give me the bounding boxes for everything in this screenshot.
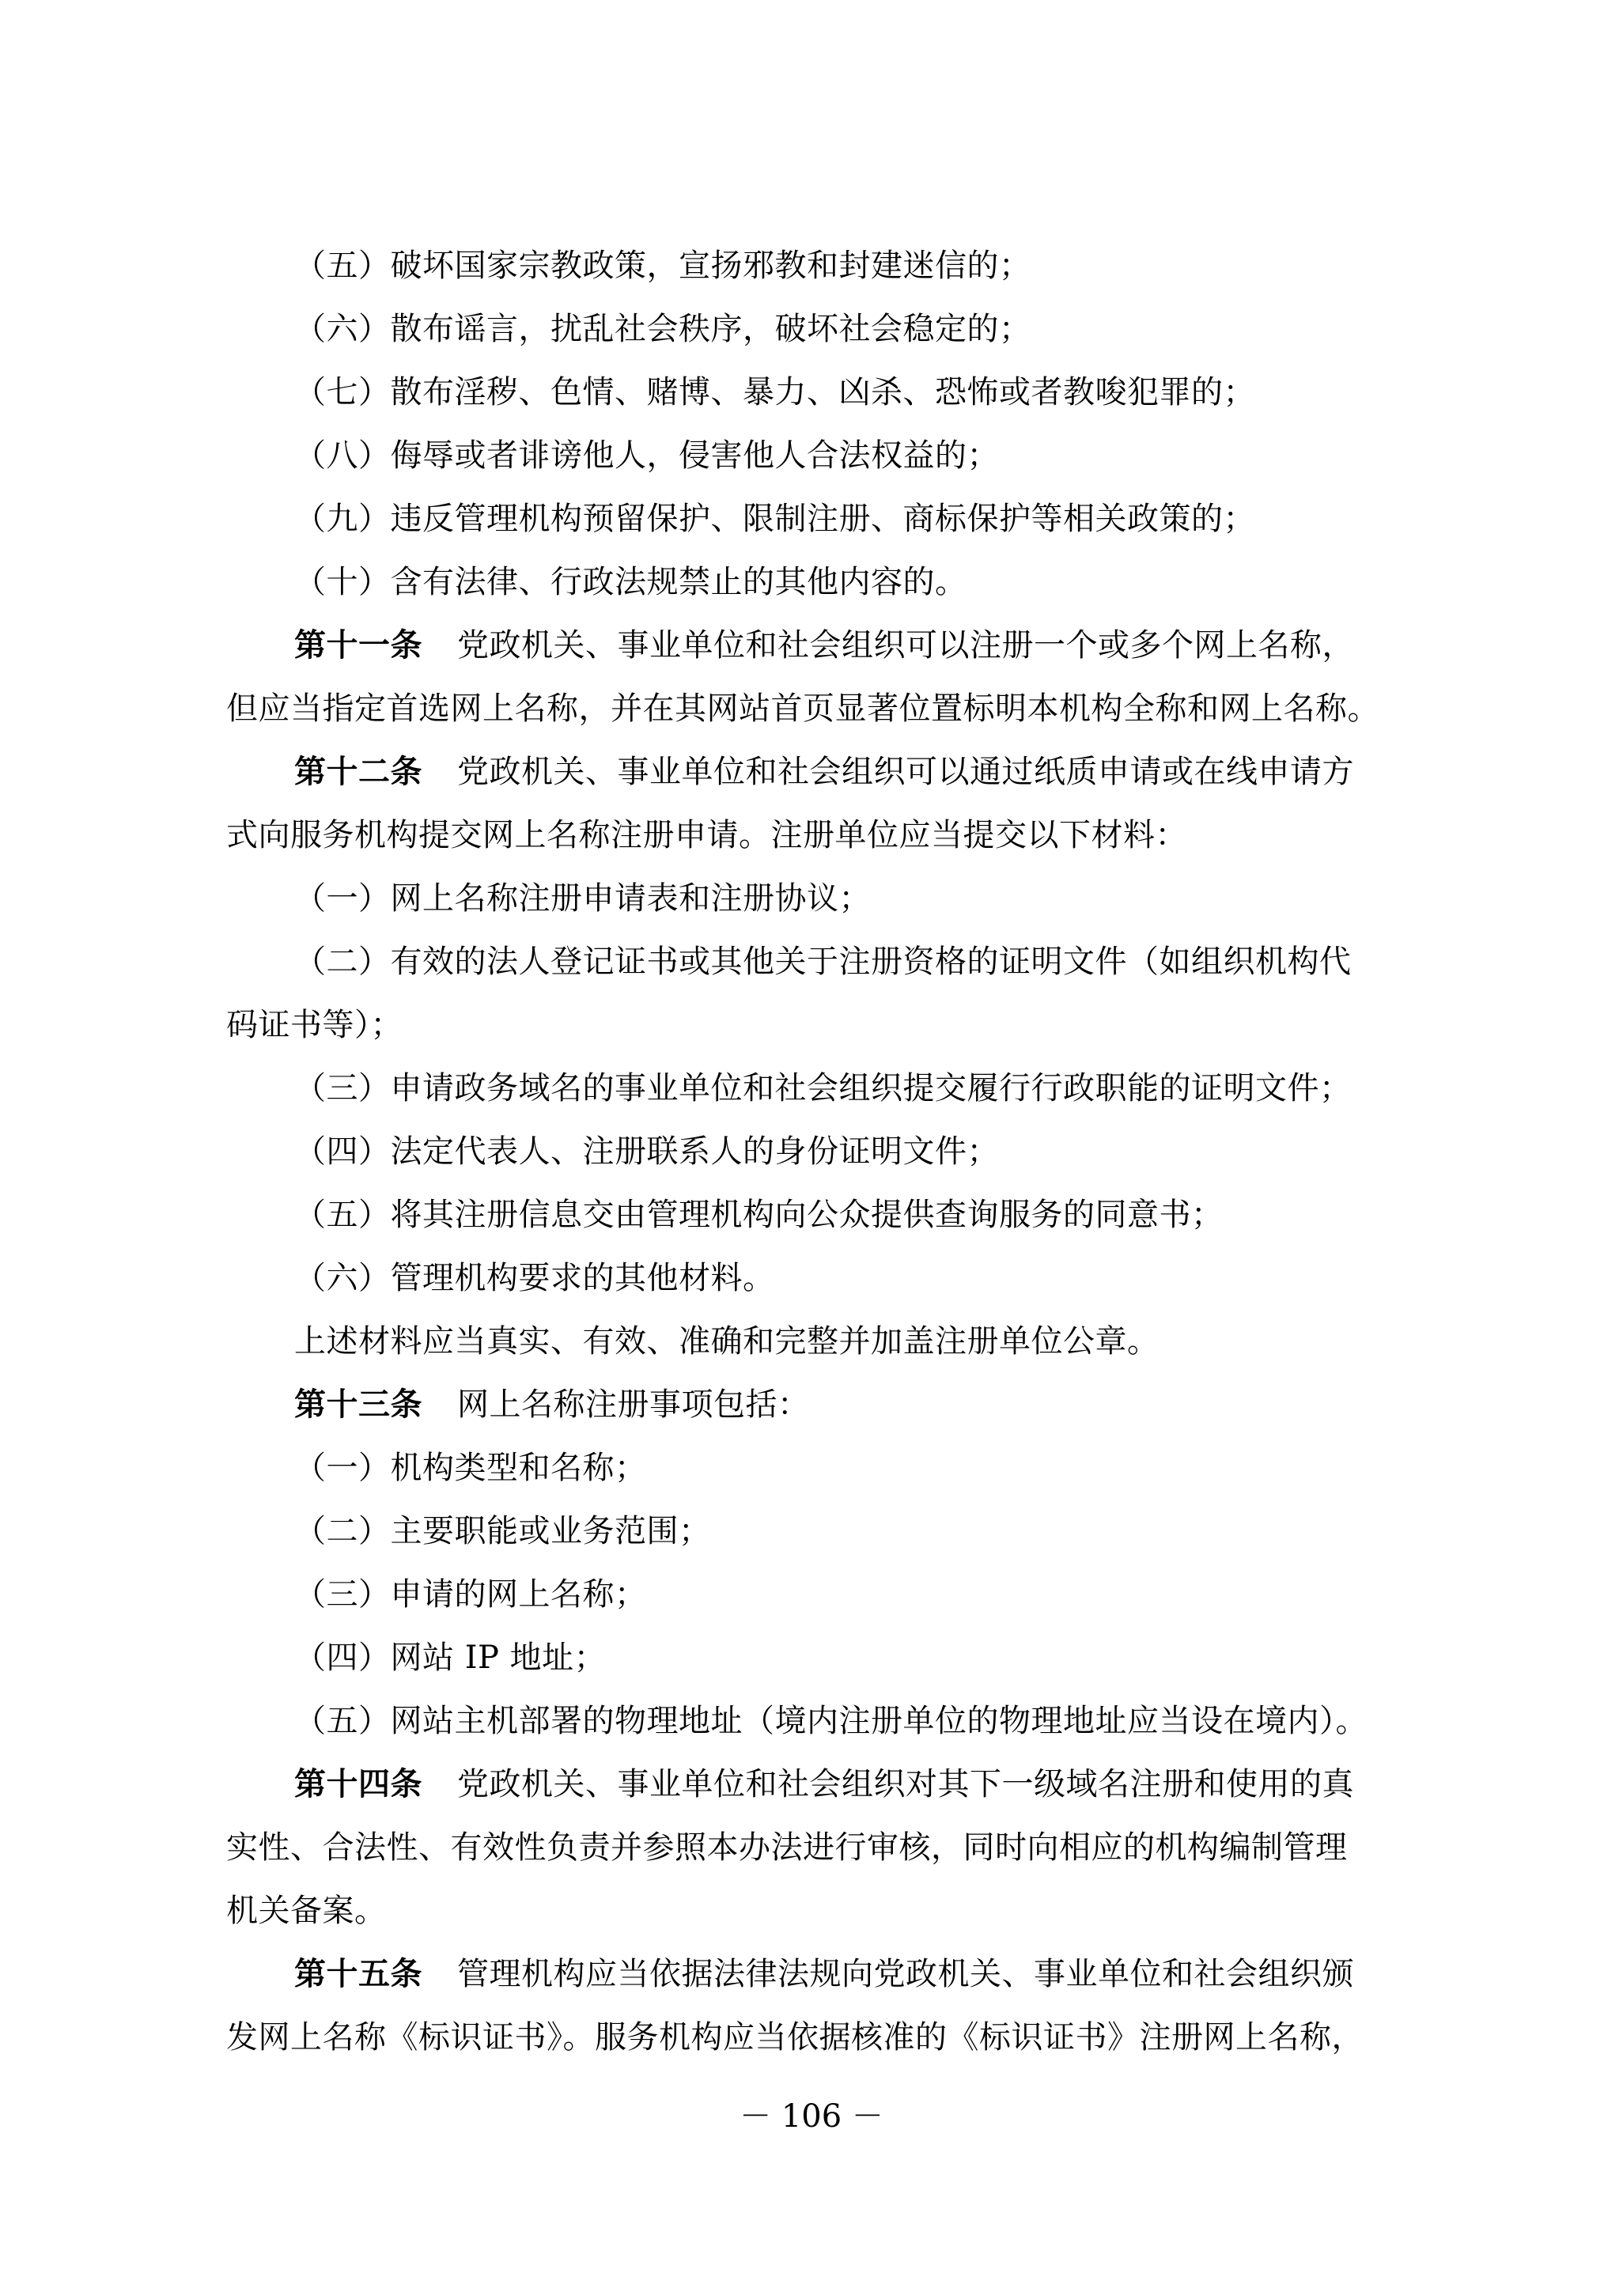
article-14 <box>226 1753 1405 1816</box>
article-title: 第十一条 <box>294 626 422 664</box>
article-text: 党政机关、事业单位和社会组织对其下一级域名注册和使用的真 <box>457 1766 1354 1802</box>
continuation-line: 实性、合法性、有效性负责并参照本办法进行审核，同时向相应的机构编制管理 <box>226 1829 1348 1866</box>
article-11 <box>226 614 1405 677</box>
list-item: （五）破坏国家宗教政策，宣扬邪教和封建迷信的； <box>294 248 1031 284</box>
continuation-line: 但应当指定首选网上名称，并在其网站首页显著位置标明本机构全称和网上名称。 <box>226 690 1379 727</box>
article-title: 第十五条 <box>294 1955 422 1992</box>
list-item: （五）网站主机部署的物理地址（境内注册单位的物理地址应当设在境内）。 <box>294 1703 1368 1739</box>
article-title: 第十二条 <box>294 753 422 790</box>
continuation-line: 机关备案。 <box>226 1893 387 1929</box>
continuation-line: 发网上名称《标识证书》。服务机构应当依据核准的《标识证书》注册网上名称， <box>226 2019 1364 2056</box>
list-item: （六）散布谣言，扰乱社会秩序，破坏社会稳定的； <box>294 311 1031 347</box>
paragraph: 上述材料应当真实、有效、准确和完整并加盖注册单位公章。 <box>294 1323 1160 1360</box>
list-item: （七）散布淫秽、色情、赌博、暴力、凶杀、恐怖或者教唆犯罪的； <box>294 374 1255 410</box>
article-15 <box>226 1942 1405 2006</box>
article-12 <box>226 740 1405 804</box>
list-item: （四）网站 IP 地址； <box>294 1640 607 1676</box>
list-item: （二）主要职能或业务范围； <box>294 1513 711 1549</box>
list-item: （一）机构类型和名称； <box>294 1450 647 1486</box>
list-item: （一）网上名称注册申请表和注册协议； <box>294 880 871 917</box>
continuation-line: 式向服务机构提交网上名称注册申请。注册单位应当提交以下材料： <box>226 817 1187 853</box>
list-item: （十）含有法律、行政法规禁止的其他内容的。 <box>294 564 967 600</box>
body-text <box>226 234 1405 2069</box>
article-title: 第十四条 <box>294 1765 422 1802</box>
list-item: （四）法定代表人、注册联系人的身份证明文件； <box>294 1133 999 1170</box>
list-item: （五）将其注册信息交由管理机构向公众提供查询服务的同意书； <box>294 1197 1224 1233</box>
article-title: 第十三条 <box>294 1386 422 1423</box>
article-text: 网上名称注册事项包括： <box>457 1386 810 1423</box>
article-text: 党政机关、事业单位和社会组织可以注册一个或多个网上名称， <box>457 627 1354 664</box>
list-item: （六）管理机构要求的其他材料。 <box>294 1260 775 1296</box>
list-item: （二）有效的法人登记证书或其他关于注册资格的证明文件（如组织机构代 <box>294 944 1352 980</box>
continuation-line: 码证书等）； <box>226 1007 403 1043</box>
article-13 <box>226 1373 1405 1436</box>
list-item: （九）违反管理机构预留保护、限制注册、商标保护等相关政策的； <box>294 501 1255 537</box>
article-text: 管理机构应当依据法律法规向党政机关、事业单位和社会组织颁 <box>457 1956 1354 1992</box>
list-item: （八）侮辱或者诽谤他人，侵害他人合法权益的； <box>294 437 999 474</box>
article-text: 党政机关、事业单位和社会组织可以通过纸质申请或在线申请方 <box>457 754 1354 790</box>
list-item: （三）申请的网上名称； <box>294 1576 647 1613</box>
page-number: － 106 － <box>740 2098 883 2135</box>
list-item: （三）申请政务域名的事业单位和社会组织提交履行行政职能的证明文件； <box>294 1070 1352 1106</box>
